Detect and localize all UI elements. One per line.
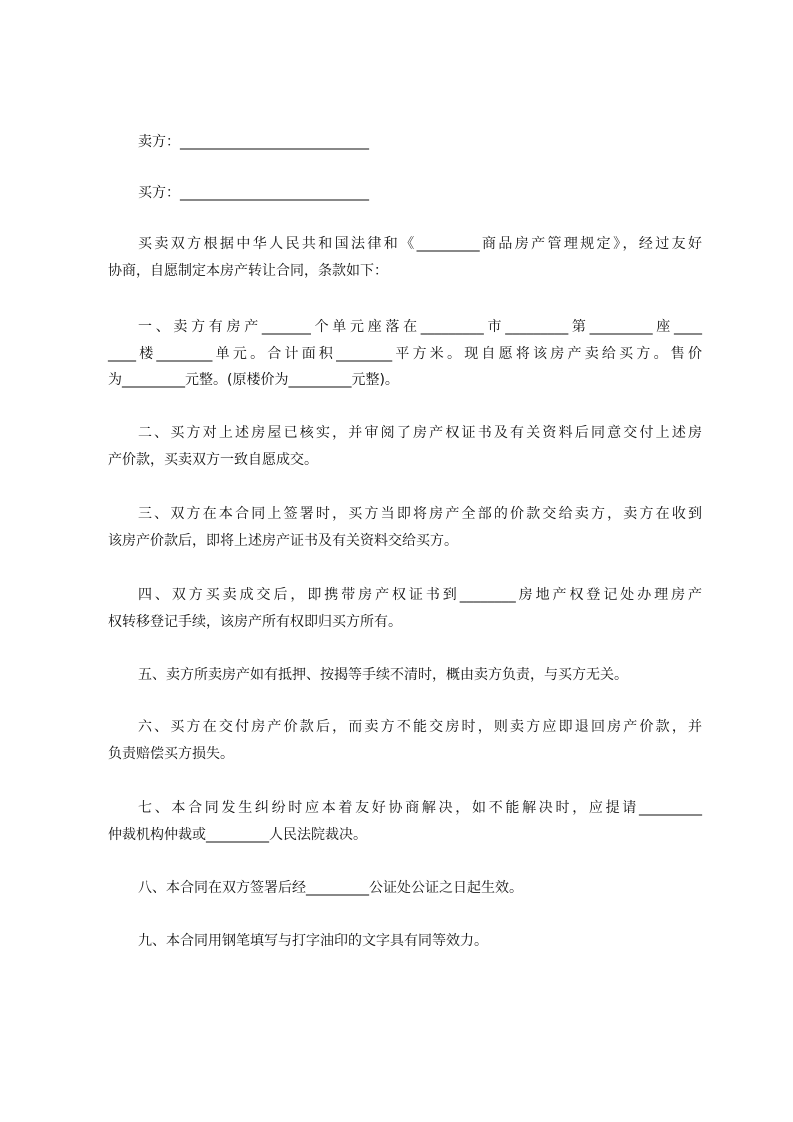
paragraph-line: 产价款，买卖双方一致自愿成交。 xyxy=(108,451,318,468)
paragraph-line: 负责赔偿买方损失。 xyxy=(108,745,234,762)
paragraph-line: ____楼________单元。合计面积________平方米。现自愿将该房产卖给买方。售价 xyxy=(108,345,702,362)
paragraph-line: 四、双方买卖成交后，即携带房产权证书到________房地产权登记处办理房产 xyxy=(138,587,702,603)
paragraph-line: 七、本合同发生纠纷时应本着友好协商解决，如不能解决时，应提请_________ xyxy=(138,800,702,816)
buyer-line: 买方：___________________________ xyxy=(138,185,369,201)
paragraph-line: 一、卖方有房产_______个单元座落在_________市_________第_________座____ xyxy=(138,319,702,335)
paragraph-line: 协商，自愿制定本房产转让合同，条款如下： xyxy=(108,262,388,279)
paragraph-line: 五、卖方所卖房产如有抵押、按揭等手续不清时，概由卖方负责，与买方无关。 xyxy=(138,667,628,683)
clause-2 xyxy=(108,420,702,473)
seller-field xyxy=(108,129,702,156)
paragraph-line: 三、双方在本合同上签署时，买方当即将房产全部的价款交给卖方，卖方在收到 xyxy=(138,506,702,522)
paragraph-line: 二、买方对上述房屋已核实，并审阅了房产权证书及有关资料后同意交付上述房 xyxy=(138,425,702,441)
preamble xyxy=(108,231,702,284)
paragraph-line: 仲裁机构仲裁或_________人民法院裁决。 xyxy=(108,826,367,843)
paragraph-line: 为_________元整。(原楼价为_________元整)。 xyxy=(108,372,399,388)
paragraph-line: 权转移登记手续，该房产所有权即归买方所有。 xyxy=(108,613,402,630)
clause-6 xyxy=(108,714,702,767)
clause-7 xyxy=(108,795,702,848)
seller-line: 卖方：___________________________ xyxy=(138,134,369,150)
clause-4 xyxy=(108,582,702,635)
buyer-field xyxy=(108,180,702,207)
paragraph-line: 八、本合同在双方签署后经_________公证处公证之日起生效。 xyxy=(138,880,523,896)
clause-9 xyxy=(108,928,702,955)
clause-8 xyxy=(108,875,702,902)
paragraph-line: 六、买方在交付房产价款后，而卖方不能交房时，则卖方应即退回房产价款，并 xyxy=(138,719,702,735)
paragraph-line: 九、本合同用钢笔填写与打字油印的文字具有同等效力。 xyxy=(138,933,488,949)
clause-5 xyxy=(108,662,702,689)
paragraph-line: 买卖双方根据中华人民共和国法律和《_________商品房产管理规定》，经过友好 xyxy=(138,236,702,252)
clause-3 xyxy=(108,501,702,554)
clause-1 xyxy=(108,314,702,394)
paragraph-line: 该房产价款后，即将上述房产证书及有关资料交给买方。 xyxy=(108,532,458,549)
